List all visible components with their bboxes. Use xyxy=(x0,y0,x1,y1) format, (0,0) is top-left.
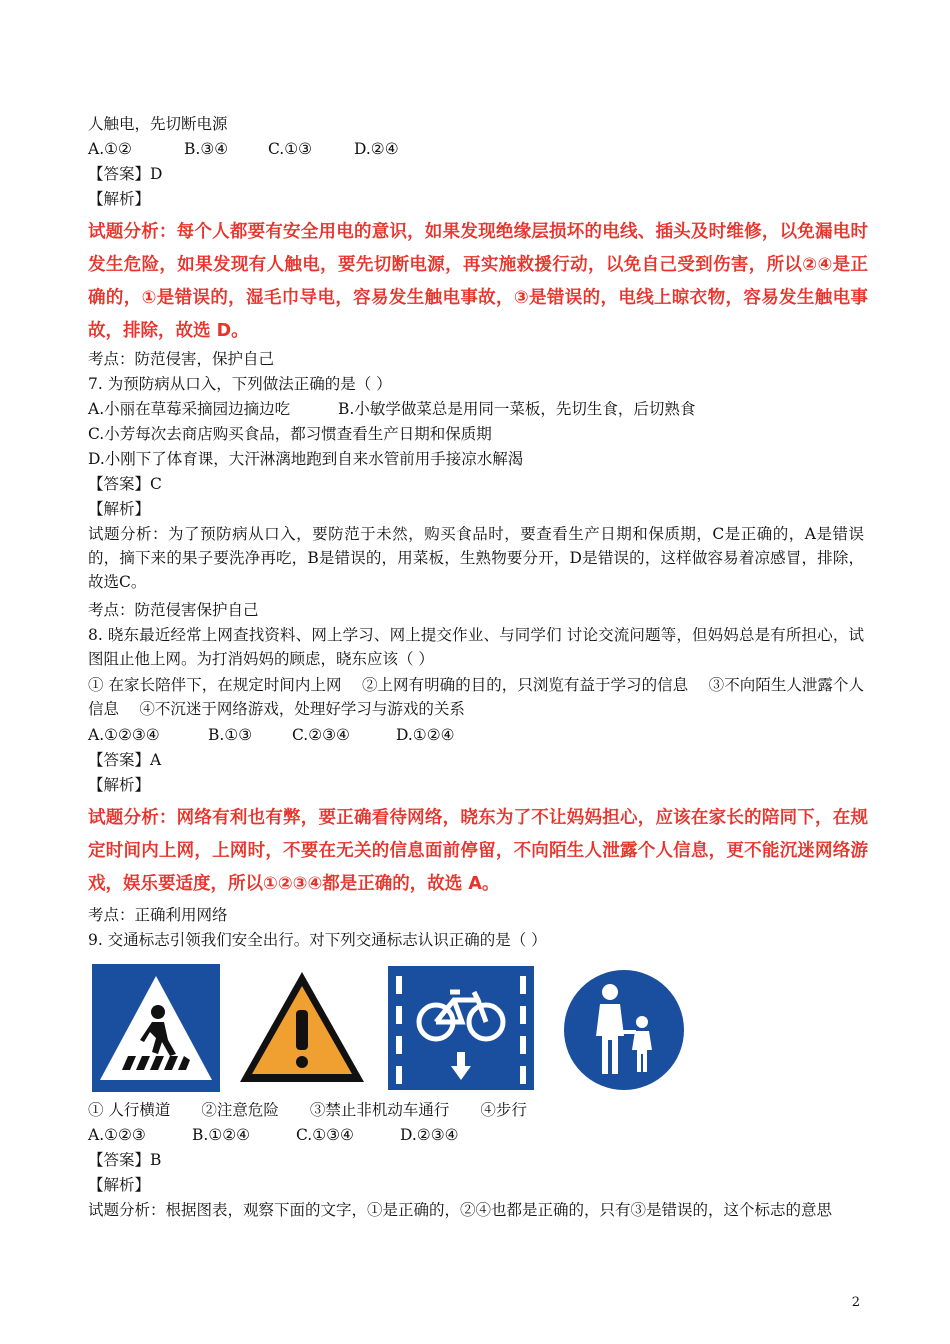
option-b: B.①③ xyxy=(208,726,253,744)
analysis-heading: 【解析】 xyxy=(88,776,151,794)
option-c: C.②③④ xyxy=(292,726,350,744)
analysis-text-red: 试题分析：网络有利也有弊，要正确看待网络，晓东为了不让妈妈担心，应该在家长的陪同下，在规定时间内上网，上网时，不要在无关的信息面前停留，不向陌生人泄露个人信息，更不能沉迷网络游戏，娱乐要适度，所以①②③④都是正确的，故选 A。 xyxy=(88,808,868,894)
option-d: D.小刚下了体育课，大汗淋漓地跑到自来水管前用手接凉水解渴 xyxy=(88,450,524,468)
traffic-signs xyxy=(88,960,688,1094)
options-q8 xyxy=(88,723,455,747)
analysis-text-red: 试题分析：每个人都要有安全用电的意识，如果发现绝缘层损坏的电线、插头及时维修，以免漏电时发生危险，如果发现有人触电，要先切断电源，再实施救援行动，以免自己受到伤害，所以②④是正确的，①是错误的，湿毛巾导电，容易发生触电事故，③是错误的，电线上晾衣物，容易发生触电事故，排除，故选 D。 xyxy=(88,222,868,341)
analysis-text: 试题分析：为了预防病从口入，要防范于未然，购买食品时，要查看生产日期和保质期，C是正确的，A是错误的，摘下来的果子要洗净再吃，B是错误的，用菜板，生熟物要分开，D是错误的，这样做容易着凉感冒，排除，故选C。 xyxy=(88,525,864,591)
analysis-heading: 【解析】 xyxy=(88,190,151,208)
question-8: 8. 晓东最近经常上网查找资料、网上学习、网上提交作业、与同学们 讨论交流问题等，但妈妈总是有所担心，试图阻止他上网。为打消妈妈的顾虑，晓东应该（ ） xyxy=(88,626,864,668)
options-q9 xyxy=(88,1123,459,1147)
page-number: 2 xyxy=(851,1295,860,1310)
option-b: B.小敏学做菜总是用同一菜板，先切生食，后切熟食 xyxy=(338,400,696,418)
option-a: A.①②③④ xyxy=(88,726,160,744)
answer: 【答案】A xyxy=(88,751,162,769)
question-9-statements: ① 人行横道 ②注意危险 ③禁止非机动车通行 ④步行 xyxy=(88,1101,527,1119)
option-c: C.①③ xyxy=(268,140,313,158)
options-q6 xyxy=(88,137,399,161)
question-9: 9. 交通标志引领我们安全出行。对下列交通标志认识正确的是（ ） xyxy=(88,931,547,949)
option-c: C.①③④ xyxy=(296,1126,354,1144)
question-7: 7. 为预防病从口入，下列做法正确的是（ ） xyxy=(88,375,392,393)
pedestrian-sign-icon xyxy=(558,964,690,1096)
answer: 【答案】B xyxy=(88,1151,162,1169)
warning-sign-icon xyxy=(236,968,368,1088)
analysis-heading: 【解析】 xyxy=(88,500,151,518)
option-b: B.③④ xyxy=(184,140,229,158)
option-a: A.①②③ xyxy=(88,1126,146,1144)
question-8-statements: ① 在家长陪伴下，在规定时间内上网 ②上网有明确的目的，只浏览有益于学习的信息 ③不向陌生人泄露个人信息 ④不沉迷于网络游戏，处理好学习与游戏的关系 xyxy=(88,676,864,718)
bicycle-lane-sign-icon xyxy=(388,966,534,1090)
option-d: D.①②④ xyxy=(396,726,455,744)
topic-point: 考点：防范侵害，保护自己 xyxy=(88,350,275,368)
topic-point: 考点：正确利用网络 xyxy=(88,906,228,924)
analysis-text: 试题分析：根据图表，观察下面的文字，①是正确的，②④也都是正确的，只有③是错误的，这个标志的意思 xyxy=(88,1201,833,1219)
analysis-heading: 【解析】 xyxy=(88,1176,151,1194)
answer: 【答案】C xyxy=(88,475,162,493)
option-d: D.②④ xyxy=(354,140,399,158)
topic-point: 考点：防范侵害保护自己 xyxy=(88,601,259,619)
text-line: 人触电，先切断电源 xyxy=(88,115,228,133)
option-a: A.小丽在草莓采摘园边摘边吃 xyxy=(88,400,291,418)
option-d: D.②③④ xyxy=(400,1126,459,1144)
option-b: B.①②④ xyxy=(192,1126,251,1144)
answer: 【答案】D xyxy=(88,165,163,183)
options-q7-ab xyxy=(88,397,695,421)
option-c: C.小芳每次去商店购买食品，都习惯查看生产日期和保质期 xyxy=(88,425,492,443)
crosswalk-sign-icon xyxy=(92,964,220,1092)
option-a: A.①② xyxy=(88,140,132,158)
